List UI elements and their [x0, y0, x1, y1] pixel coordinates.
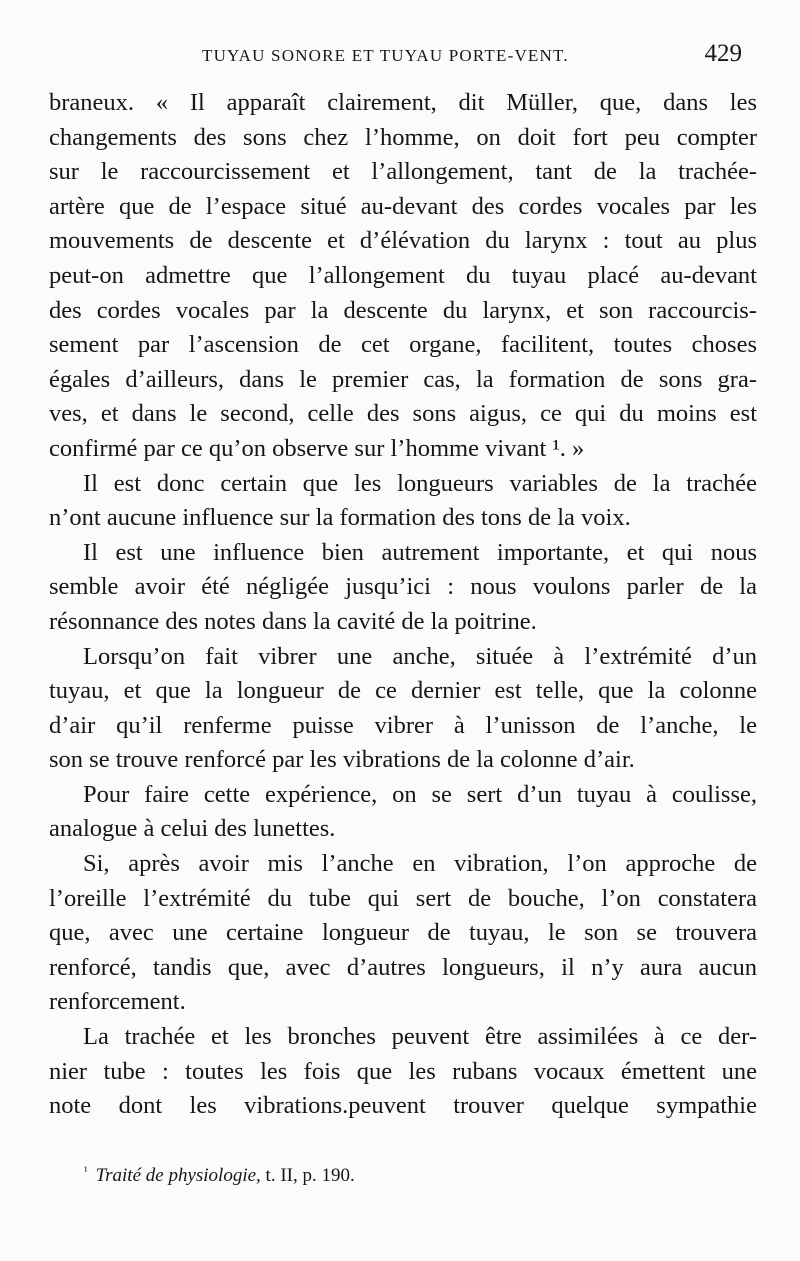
text-line: La trachée et les bronches peuvent être assimilées à ce der-: [83, 1023, 757, 1051]
text-line: artère que de l’espace situé au-devant des cordes vocales par les: [49, 192, 757, 220]
text-line: résonnance des notes dans la cavité de la poitrine.: [49, 607, 537, 635]
text-line: renforcement.: [49, 988, 186, 1016]
text-line: égales d’ailleurs, dans le premier cas, la formation de sons gra-: [49, 365, 757, 393]
body-text: [49, 86, 757, 1124]
text-line: Il est une influence bien autrement importante, et qui nous: [83, 538, 757, 566]
text-line: braneux. « Il apparaît clairement, dit Müller, que, dans les: [49, 89, 757, 116]
running-title: TUYAU SONORE ET TUYAU PORTE-VENT.: [202, 46, 569, 65]
text-line: ves, et dans le second, celle des sons aigus, ce qui du moins est: [49, 400, 757, 428]
page-header: [0, 40, 800, 76]
text-line: renforcé, tandis que, avec d’autres longueurs, il n’y aura aucun: [49, 953, 757, 981]
footnote-reference: t. II, p. 190.: [265, 1165, 355, 1186]
page-number: 429: [704, 40, 742, 67]
text-line: nier tube : toutes les fois que les rubans vocaux émettent une: [49, 1057, 757, 1085]
text-line: changements des sons chez l’homme, on doit fort peu compter: [49, 123, 757, 151]
text-line: sur le raccourcissement et l’allongement, tant de la trachée-: [49, 158, 757, 186]
text-line: note dont les vibrations.peuvent trouver quelque sympathie: [49, 1092, 757, 1120]
footnote: [84, 1164, 355, 1187]
text-line: Pour faire cette expérience, on se sert d’un tuyau à coulisse,: [83, 780, 757, 808]
text-line: Lorsqu’on fait vibrer une anche, située à l’extrémité d’un: [83, 642, 757, 670]
text-line: sement par l’ascension de cet organe, facilitent, toutes choses: [49, 331, 757, 359]
text-line: l’oreille l’extrémité du tube qui sert de bouche, l’on constatera: [49, 884, 757, 912]
text-line: Il est donc certain que les longueurs variables de la trachée: [83, 469, 757, 497]
text-line: que, avec une certaine longueur de tuyau, le son se trouvera: [49, 919, 757, 947]
text-line: mouvements de descente et d’élévation du larynx : tout au plus: [49, 227, 757, 255]
text-line: analogue à celui des lunettes.: [49, 815, 336, 843]
text-line: Si, après avoir mis l’anche en vibration, l’on approche de: [83, 850, 757, 878]
text-line: peut-on admettre que l’allongement du tuyau placé au-devant: [49, 261, 757, 289]
footnote-title: Traité de physiologie,: [95, 1165, 261, 1186]
footnote-marker: ¹: [84, 1164, 88, 1178]
text-line: semble avoir été négligée jusqu’ici : nous voulons parler de la: [49, 573, 757, 601]
text-line: n’ont aucune influence sur la formation des tons de la voix.: [49, 504, 631, 532]
text-line: d’air qu’il renferme puisse vibrer à l’unisson de l’anche, le: [49, 711, 757, 739]
text-line: tuyau, et que la longueur de ce dernier est telle, que la colonne: [49, 677, 757, 705]
text-line: son se trouve renforcé par les vibrations de la colonne d’air.: [49, 746, 635, 774]
text-line: confirmé par ce qu’on observe sur l’homme vivant ¹. »: [49, 434, 585, 462]
text-line: des cordes vocales par la descente du larynx, et son raccourcis-: [49, 296, 757, 324]
